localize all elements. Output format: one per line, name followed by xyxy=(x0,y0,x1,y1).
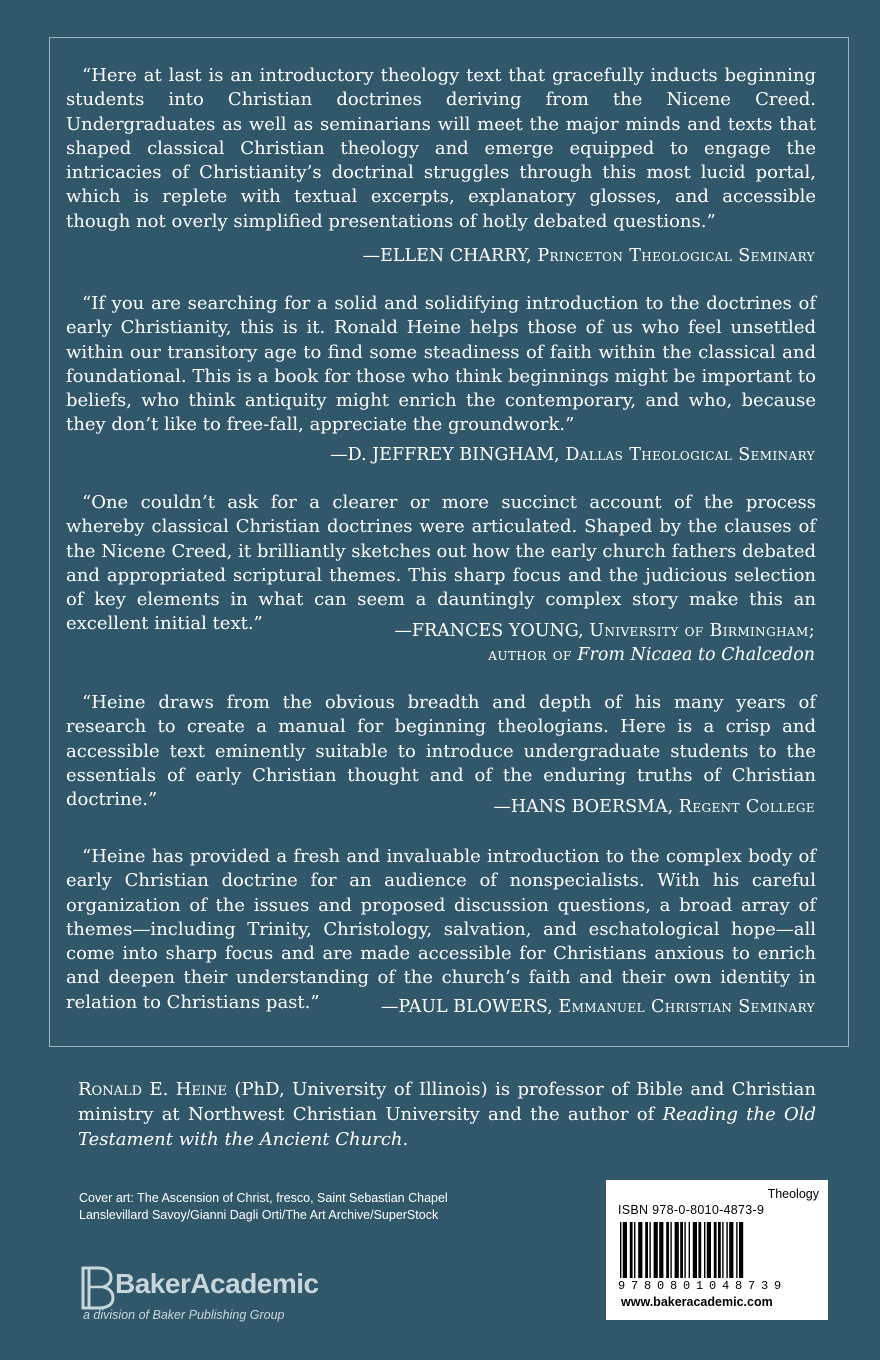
subject-category: Theology xyxy=(767,1187,819,1201)
barcode-bar xyxy=(704,1222,705,1278)
endorsement-quote-4: “Heine draws from the obvious breadth and depth of his many years of research to create a manual for beginning theologians. Here is a crisp and accessible text eminently suitable to introduce undergraduate students to the essentials of early Christian thought and of the enduring truths of Christian doctrine.” xyxy=(66,692,816,811)
barcode-bar xyxy=(659,1222,663,1278)
endorsement-attribution-1 xyxy=(75,244,815,268)
barcode-box xyxy=(606,1180,828,1320)
barcode-bar xyxy=(689,1222,690,1278)
endorsement-quote-3: “One couldn’t ask for a clearer or more succinct account of the process whereby classical Christian doctrines were articulated. Shaped by the clauses of the Nicene Creed, it brilliantly sketches out how the early church fathers debated and appropriated scriptural themes. This sharp focus and the judicious selection of key elements in what can seem a dauntingly complex story make this an excellent initial text.” xyxy=(66,492,816,635)
endorsement-quote-5: “Heine has provided a fresh and invaluable introduction to the complex body of early Christian doctrine for an audience of nonspecialists. With his careful organization of the issues and proposed discussion questions, a broad array of themes—including Trinity, Christology, salvation, and eschatological hope—all come into sharp focus and are made accessible for Christians anxious to enrich and deepen their understanding of the church’s faith and their own identity in relation to Christians past.” xyxy=(66,846,816,1013)
barcode-bar xyxy=(645,1222,648,1278)
endorser-name: —PAUL BLOWERS, xyxy=(380,997,553,1017)
publisher-tagline: a division of Baker Publishing Group xyxy=(83,1308,285,1322)
barcode-bar xyxy=(726,1222,727,1278)
endorsement-attribution-5 xyxy=(75,995,815,1019)
endorser-role: author of xyxy=(488,645,572,665)
barcode-bars xyxy=(618,1222,818,1278)
barcode-digits: 9780801048739 xyxy=(618,1279,788,1293)
author-bio-text: (PhD, University of Illinois) is professor of Bible and Christian ministry at Northwest Christian University and the author of xyxy=(78,1079,816,1125)
endorser-affiliation: University of Birmingham; xyxy=(589,621,815,641)
barcode-bar xyxy=(718,1222,721,1278)
endorser-work: From Nicaea to Chalcedon xyxy=(577,645,815,665)
endorser-name: —HANS BOERSMA, xyxy=(493,797,674,817)
endorsement-quote-2: “If you are searching for a solid and solidifying introduction to the doctrines of early Christianity, this is it. Ronald Heine helps those of us who feel unsettled within our transitory age to find some steadiness of faith within the classical and foundational. This is a book for those who think beginnings might be important to beliefs, who think antiquity might enrich the contemporary, and who, because they don’t like to free-fall, appreciate the groundwork.” xyxy=(66,293,816,436)
barcode-bar xyxy=(736,1222,737,1278)
isbn-label: ISBN 978-0-8010-4873-9 xyxy=(618,1203,765,1217)
credit-line-1: Cover art: The Ascension of Christ, fresco, Saint Sebastian Chapel xyxy=(79,1191,448,1205)
endorser-name: —D. JEFFREY BINGHAM, xyxy=(330,445,560,465)
barcode-bar xyxy=(638,1222,642,1278)
barcode-bar xyxy=(739,1222,743,1278)
endorser-affiliation: Emmanuel Christian Seminary xyxy=(558,997,815,1017)
author-book-title: Reading the Old Testament with the Ancient Church xyxy=(78,1104,816,1150)
barcode-bar xyxy=(693,1222,697,1278)
barcode-bar xyxy=(630,1222,633,1278)
barcode-bar xyxy=(698,1222,701,1278)
endorsement-attribution-4 xyxy=(75,795,815,819)
endorsement-attribution-3 xyxy=(75,619,815,667)
barcode-bar xyxy=(666,1222,669,1278)
barcode-bar xyxy=(623,1222,627,1278)
barcode-bar xyxy=(707,1222,711,1278)
endorser-name: —ELLEN CHARRY, xyxy=(362,246,532,266)
endorser-affiliation: Dallas Theological Seminary xyxy=(565,445,815,465)
barcode-bar xyxy=(634,1222,635,1278)
barcode-bar xyxy=(670,1222,671,1278)
author-bio xyxy=(78,1077,816,1152)
author-name: Ronald E. Heine xyxy=(78,1079,227,1100)
barcode-bar xyxy=(675,1222,679,1278)
barcode-bar xyxy=(680,1222,683,1278)
barcode-bar xyxy=(620,1222,621,1278)
author-bio-end: . xyxy=(402,1129,409,1150)
barcode-bar xyxy=(649,1222,650,1278)
barcode-bar xyxy=(714,1222,717,1278)
endorsement-quote-1: “Here at last is an introductory theology text that gracefully inducts beginning students into Christian doctrines deriving from the Nicene Creed. Undergraduates as well as seminarians will meet the major minds and texts that shaped classical Christian theology and emerge equipped to engage the intricacies of Christianity’s doctrinal struggles through this most lucid portal, which is replete with textual excerpts, explanatory glosses, and accessible though not overly simplified presentations of hotly debated questions.” xyxy=(66,65,816,232)
barcode-bar xyxy=(729,1222,733,1278)
endorser-affiliation: Princeton Theological Seminary xyxy=(537,246,815,266)
publisher-logo xyxy=(79,1262,369,1332)
barcode-bar xyxy=(654,1222,658,1278)
barcode-bar xyxy=(684,1222,685,1278)
credit-line-2: Lanslevillard Savoy/Gianni Dagli Orti/The Art Archive/SuperStock xyxy=(79,1208,439,1222)
publisher-name: BakerAcademic xyxy=(115,1268,319,1299)
barcode-bar xyxy=(722,1222,723,1278)
endorsement-attribution-2 xyxy=(75,443,815,467)
endorser-affiliation: Regent College xyxy=(678,797,815,817)
publisher-url: www.bakeracademic.com xyxy=(621,1295,773,1309)
endorser-name: —FRANCES YOUNG, xyxy=(394,621,584,641)
baker-b-logo-icon xyxy=(79,1262,117,1312)
cover-art-credit xyxy=(79,1190,499,1224)
